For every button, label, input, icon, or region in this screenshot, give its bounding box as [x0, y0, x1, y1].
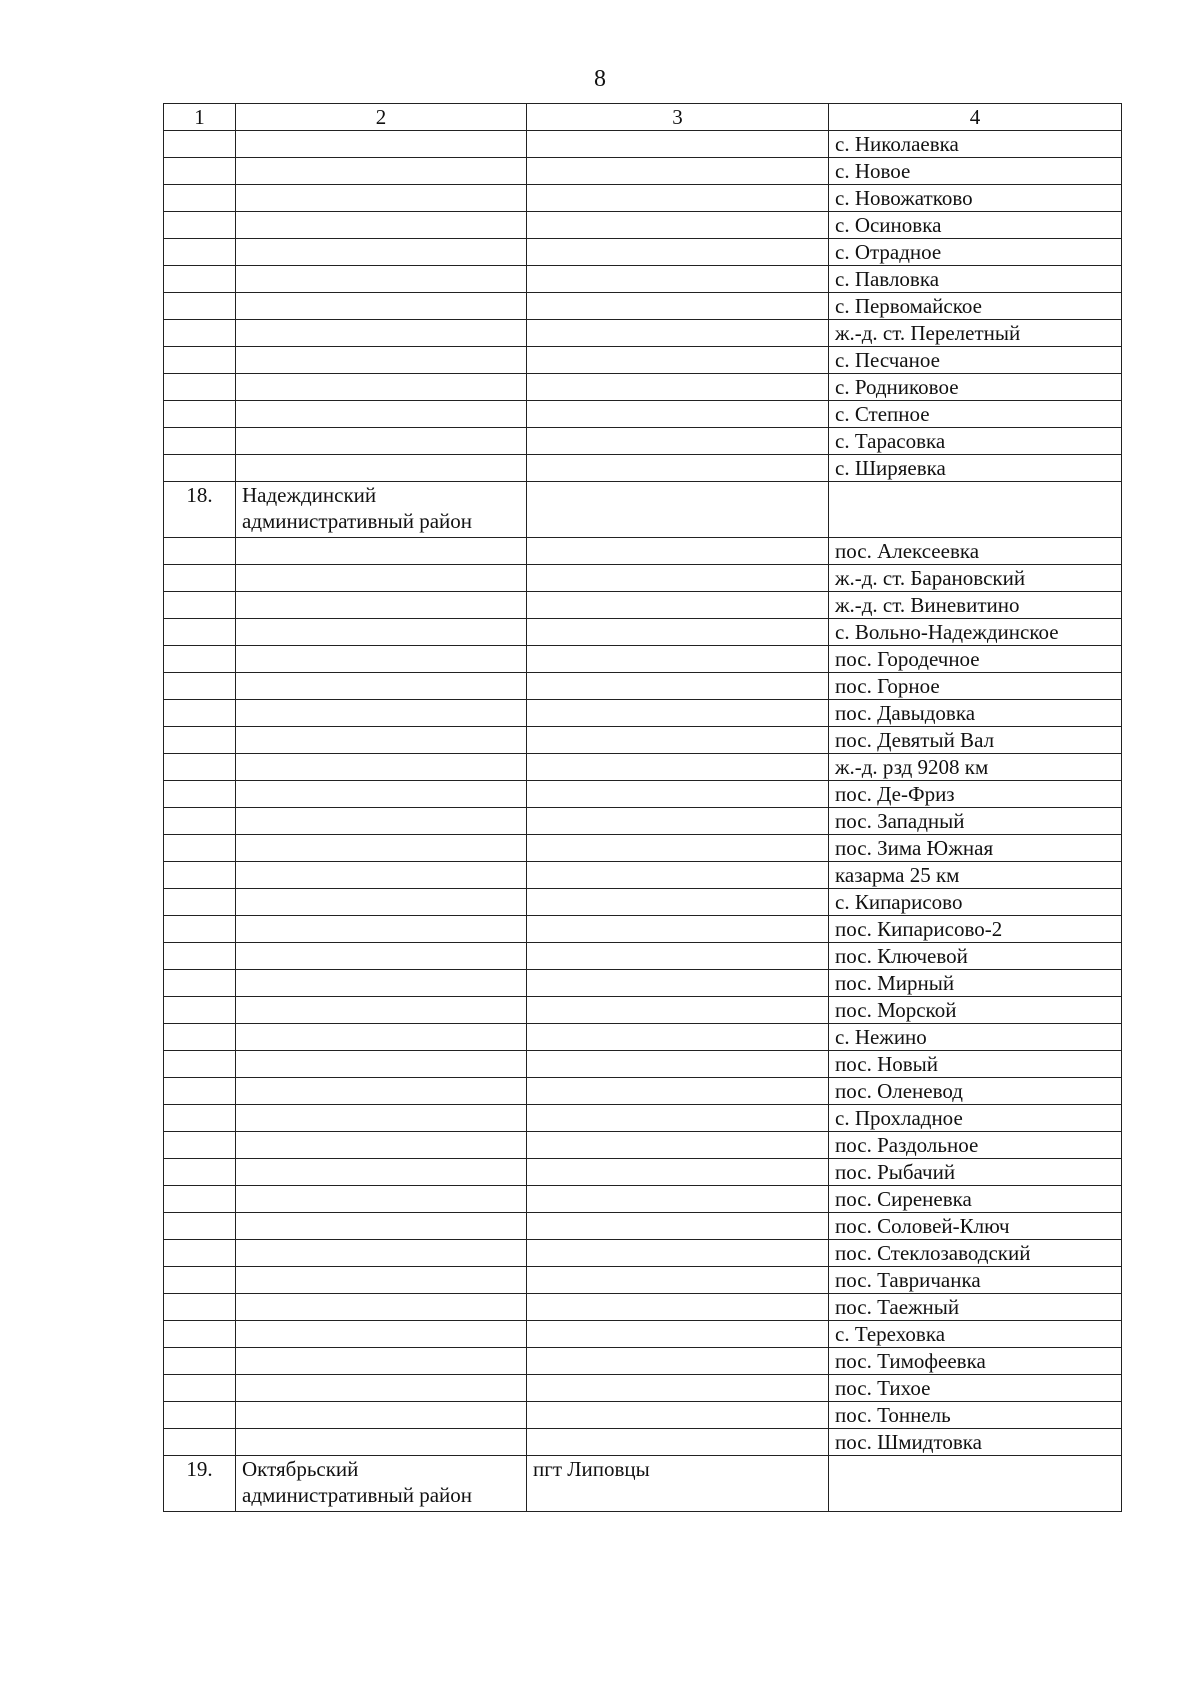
page-number: 8: [594, 66, 606, 92]
center-cell: [527, 239, 829, 266]
settlement-cell: пос. Городечное: [829, 646, 1122, 673]
row-number-cell: [164, 1375, 236, 1402]
table-row: [164, 538, 1122, 565]
district-name-cell: [236, 889, 527, 916]
row-number-cell: [164, 347, 236, 374]
center-cell: [527, 943, 829, 970]
settlement-cell: ж.-д. ст. Перелетный: [829, 320, 1122, 347]
center-cell: [527, 862, 829, 889]
district-name-cell: [236, 428, 527, 455]
row-number-cell: [164, 1294, 236, 1321]
district-name-cell: [236, 158, 527, 185]
district-name-cell: [236, 700, 527, 727]
row-number-cell: [164, 619, 236, 646]
settlement-cell: с. Осиновка: [829, 212, 1122, 239]
row-number-cell: [164, 293, 236, 320]
settlement-cell: с. Новожатково: [829, 185, 1122, 212]
settlement-cell: пос. Шмидтовка: [829, 1429, 1122, 1456]
row-number-cell: [164, 538, 236, 565]
table-row: [164, 131, 1122, 158]
row-number-cell: 19.: [164, 1456, 236, 1512]
center-cell: [527, 455, 829, 482]
district-name-cell: [236, 619, 527, 646]
table-row: [164, 428, 1122, 455]
settlement-cell: с. Степное: [829, 401, 1122, 428]
row-number-cell: [164, 266, 236, 293]
row-number-cell: [164, 835, 236, 862]
table-row: [164, 997, 1122, 1024]
district-name-cell: [236, 1186, 527, 1213]
center-cell: [527, 1159, 829, 1186]
center-cell: [527, 1024, 829, 1051]
row-number-cell: [164, 374, 236, 401]
settlement-cell: ж.-д. ст. Барановский: [829, 565, 1122, 592]
table-row: [164, 347, 1122, 374]
district-name-cell: [236, 1024, 527, 1051]
row-number-cell: [164, 428, 236, 455]
row-number-cell: [164, 592, 236, 619]
district-name-cell: [236, 212, 527, 239]
settlement-cell: [829, 482, 1122, 538]
row-number-cell: [164, 239, 236, 266]
district-name-cell: [236, 754, 527, 781]
table-row: [164, 1348, 1122, 1375]
district-name-cell: [236, 455, 527, 482]
column-header-2: 2: [236, 104, 527, 131]
row-number-cell: [164, 401, 236, 428]
settlement-cell: казарма 25 км: [829, 862, 1122, 889]
center-cell: [527, 916, 829, 943]
settlement-cell: пос. Рыбачий: [829, 1159, 1122, 1186]
district-name-cell: [236, 293, 527, 320]
settlement-cell: пос. Давыдовка: [829, 700, 1122, 727]
district-name-cell: [236, 727, 527, 754]
settlement-cell: с. Первомайское: [829, 293, 1122, 320]
table-row: [164, 1402, 1122, 1429]
center-cell: [527, 1429, 829, 1456]
table-row: [164, 1213, 1122, 1240]
table-row: [164, 1159, 1122, 1186]
row-number-cell: [164, 646, 236, 673]
center-cell: [527, 646, 829, 673]
row-number-cell: [164, 1186, 236, 1213]
district-name-cell: [236, 646, 527, 673]
center-cell: [527, 1267, 829, 1294]
row-number-cell: [164, 131, 236, 158]
district-name-cell: [236, 1375, 527, 1402]
row-number-cell: [164, 916, 236, 943]
table-row: [164, 835, 1122, 862]
table-row: [164, 781, 1122, 808]
table-row: [164, 401, 1122, 428]
center-cell: [527, 1240, 829, 1267]
table-row: [164, 1294, 1122, 1321]
center-cell: [527, 185, 829, 212]
table-row: [164, 1105, 1122, 1132]
settlement-cell: пос. Западный: [829, 808, 1122, 835]
row-number-cell: [164, 889, 236, 916]
center-cell: [527, 700, 829, 727]
table-row: [164, 212, 1122, 239]
center-cell: [527, 1105, 829, 1132]
row-number-cell: [164, 781, 236, 808]
settlement-cell: пос. Тоннель: [829, 1402, 1122, 1429]
row-number-cell: [164, 1105, 236, 1132]
table-row: [164, 700, 1122, 727]
center-cell: [527, 1375, 829, 1402]
settlement-cell: пос. Девятый Вал: [829, 727, 1122, 754]
settlement-cell: пос. Мирный: [829, 970, 1122, 997]
table-row: [164, 1456, 1122, 1512]
center-cell: [527, 1213, 829, 1240]
district-name-cell: [236, 862, 527, 889]
table-row: [164, 239, 1122, 266]
table-row: [164, 1375, 1122, 1402]
row-number-cell: [164, 1240, 236, 1267]
district-name-cell: [236, 970, 527, 997]
district-name-cell: [236, 943, 527, 970]
row-number-cell: [164, 700, 236, 727]
settlement-cell: с. Родниковое: [829, 374, 1122, 401]
table-row: [164, 673, 1122, 700]
center-cell: [527, 808, 829, 835]
center-cell: [527, 131, 829, 158]
row-number-cell: [164, 673, 236, 700]
table-row: [164, 916, 1122, 943]
center-cell: [527, 482, 829, 538]
district-name-cell: [236, 1051, 527, 1078]
table-row: [164, 1186, 1122, 1213]
settlement-cell: с. Песчаное: [829, 347, 1122, 374]
center-cell: [527, 619, 829, 646]
settlement-cell: пос. Зима Южная: [829, 835, 1122, 862]
center-cell: [527, 538, 829, 565]
center-cell: [527, 1321, 829, 1348]
row-number-cell: [164, 565, 236, 592]
row-number-cell: [164, 1348, 236, 1375]
district-name-cell: [236, 835, 527, 862]
table-row: [164, 482, 1122, 538]
table-row: [164, 1132, 1122, 1159]
row-number-cell: [164, 1132, 236, 1159]
center-cell: [527, 835, 829, 862]
table-row: [164, 1429, 1122, 1456]
district-name-cell: [236, 1078, 527, 1105]
settlement-cell: пос. Де-Фриз: [829, 781, 1122, 808]
settlement-cell: пос. Тимофеевка: [829, 1348, 1122, 1375]
row-number-cell: [164, 455, 236, 482]
settlement-cell: пос. Раздольное: [829, 1132, 1122, 1159]
settlement-cell: пос. Алексеевка: [829, 538, 1122, 565]
table-row: [164, 1078, 1122, 1105]
table-row: [164, 565, 1122, 592]
settlement-cell: с. Отрадное: [829, 239, 1122, 266]
center-cell: [527, 1078, 829, 1105]
row-number-cell: [164, 1267, 236, 1294]
center-cell: [527, 212, 829, 239]
district-name-cell: [236, 592, 527, 619]
settlement-cell: [829, 1456, 1122, 1512]
settlement-cell: с. Прохладное: [829, 1105, 1122, 1132]
row-number-cell: [164, 1402, 236, 1429]
row-number-cell: [164, 1078, 236, 1105]
center-cell: [527, 1402, 829, 1429]
table-row: [164, 320, 1122, 347]
table-row: [164, 727, 1122, 754]
center-cell: [527, 997, 829, 1024]
center-cell: [527, 889, 829, 916]
table-row: [164, 1240, 1122, 1267]
table-row: [164, 889, 1122, 916]
column-header-1: 1: [164, 104, 236, 131]
settlement-cell: пос. Оленевод: [829, 1078, 1122, 1105]
row-number-cell: [164, 1429, 236, 1456]
settlement-cell: с. Тереховка: [829, 1321, 1122, 1348]
settlement-cell: пос. Соловей-Ключ: [829, 1213, 1122, 1240]
settlement-cell: с. Нежино: [829, 1024, 1122, 1051]
district-name-cell: [236, 781, 527, 808]
row-number-cell: [164, 862, 236, 889]
settlement-cell: с. Вольно-Надеждинское: [829, 619, 1122, 646]
row-number-cell: [164, 1159, 236, 1186]
row-number-cell: [164, 185, 236, 212]
settlement-cell: пос. Новый: [829, 1051, 1122, 1078]
district-name-cell: [236, 1267, 527, 1294]
district-name-cell: Надеждинский административный район: [236, 482, 527, 538]
center-cell: [527, 158, 829, 185]
row-number-cell: [164, 808, 236, 835]
district-name-cell: [236, 808, 527, 835]
center-cell: [527, 673, 829, 700]
row-number-cell: [164, 754, 236, 781]
table-row: [164, 158, 1122, 185]
district-name-cell: Октябрьский административный район: [236, 1456, 527, 1512]
center-cell: [527, 1294, 829, 1321]
settlement-cell: с. Николаевка: [829, 131, 1122, 158]
center-cell: [527, 1186, 829, 1213]
table-header-row: [164, 104, 1122, 131]
row-number-cell: [164, 727, 236, 754]
row-number-cell: [164, 943, 236, 970]
row-number-cell: [164, 1024, 236, 1051]
table-row: [164, 754, 1122, 781]
district-name-cell: [236, 997, 527, 1024]
district-name-cell: [236, 1240, 527, 1267]
row-number-cell: [164, 1321, 236, 1348]
settlement-cell: пос. Морской: [829, 997, 1122, 1024]
district-name-cell: [236, 1348, 527, 1375]
center-cell: [527, 320, 829, 347]
district-name-cell: [236, 1105, 527, 1132]
settlement-cell: с. Кипарисово: [829, 889, 1122, 916]
settlement-cell: с. Павловка: [829, 266, 1122, 293]
district-name-cell: [236, 239, 527, 266]
settlement-cell: пос. Ключевой: [829, 943, 1122, 970]
center-cell: [527, 293, 829, 320]
center-cell: [527, 565, 829, 592]
district-name-cell: [236, 401, 527, 428]
district-name-cell: [236, 1294, 527, 1321]
district-name-cell: [236, 565, 527, 592]
center-cell: [527, 1051, 829, 1078]
center-cell: [527, 754, 829, 781]
district-name-cell: [236, 347, 527, 374]
row-number-cell: [164, 970, 236, 997]
row-number-cell: [164, 1051, 236, 1078]
row-number-cell: [164, 1213, 236, 1240]
table-row: [164, 619, 1122, 646]
center-cell: [527, 781, 829, 808]
center-cell: [527, 401, 829, 428]
center-cell: пгт Липовцы: [527, 1456, 829, 1512]
table-row: [164, 943, 1122, 970]
settlements-table: [163, 103, 1122, 1512]
district-name-cell: [236, 1132, 527, 1159]
center-cell: [527, 727, 829, 754]
table-row: [164, 1024, 1122, 1051]
settlement-cell: пос. Горное: [829, 673, 1122, 700]
table-row: [164, 646, 1122, 673]
district-name-cell: [236, 185, 527, 212]
settlement-cell: ж.-д. рзд 9208 км: [829, 754, 1122, 781]
district-name-cell: [236, 320, 527, 347]
settlement-cell: пос. Тавричанка: [829, 1267, 1122, 1294]
settlement-cell: пос. Тихое: [829, 1375, 1122, 1402]
table-row: [164, 808, 1122, 835]
district-name-cell: [236, 1213, 527, 1240]
settlement-cell: пос. Стеклозаводский: [829, 1240, 1122, 1267]
district-name-cell: [236, 1402, 527, 1429]
table-row: [164, 185, 1122, 212]
table-row: [164, 266, 1122, 293]
table-body: [164, 131, 1122, 1512]
row-number-cell: [164, 997, 236, 1024]
table-row: [164, 1267, 1122, 1294]
table-row: [164, 1051, 1122, 1078]
table-row: [164, 374, 1122, 401]
settlement-cell: с. Новое: [829, 158, 1122, 185]
settlement-cell: с. Тарасовка: [829, 428, 1122, 455]
district-name-cell: [236, 266, 527, 293]
center-cell: [527, 374, 829, 401]
table-row: [164, 970, 1122, 997]
column-header-3: 3: [527, 104, 829, 131]
district-name-cell: [236, 374, 527, 401]
district-name-cell: [236, 916, 527, 943]
center-cell: [527, 1132, 829, 1159]
table-row: [164, 293, 1122, 320]
settlement-cell: ж.-д. ст. Виневитино: [829, 592, 1122, 619]
settlement-cell: с. Ширяевка: [829, 455, 1122, 482]
table-row: [164, 455, 1122, 482]
column-header-4: 4: [829, 104, 1122, 131]
settlement-cell: пос. Таежный: [829, 1294, 1122, 1321]
district-name-cell: [236, 131, 527, 158]
settlement-cell: пос. Кипарисово-2: [829, 916, 1122, 943]
row-number-cell: 18.: [164, 482, 236, 538]
center-cell: [527, 970, 829, 997]
row-number-cell: [164, 320, 236, 347]
settlement-cell: пос. Сиреневка: [829, 1186, 1122, 1213]
center-cell: [527, 1348, 829, 1375]
row-number-cell: [164, 158, 236, 185]
district-name-cell: [236, 673, 527, 700]
district-name-cell: [236, 538, 527, 565]
district-name-cell: [236, 1429, 527, 1456]
center-cell: [527, 592, 829, 619]
table-row: [164, 862, 1122, 889]
district-name-cell: [236, 1321, 527, 1348]
table-row: [164, 592, 1122, 619]
row-number-cell: [164, 212, 236, 239]
table-row: [164, 1321, 1122, 1348]
district-name-cell: [236, 1159, 527, 1186]
center-cell: [527, 266, 829, 293]
center-cell: [527, 428, 829, 455]
center-cell: [527, 347, 829, 374]
